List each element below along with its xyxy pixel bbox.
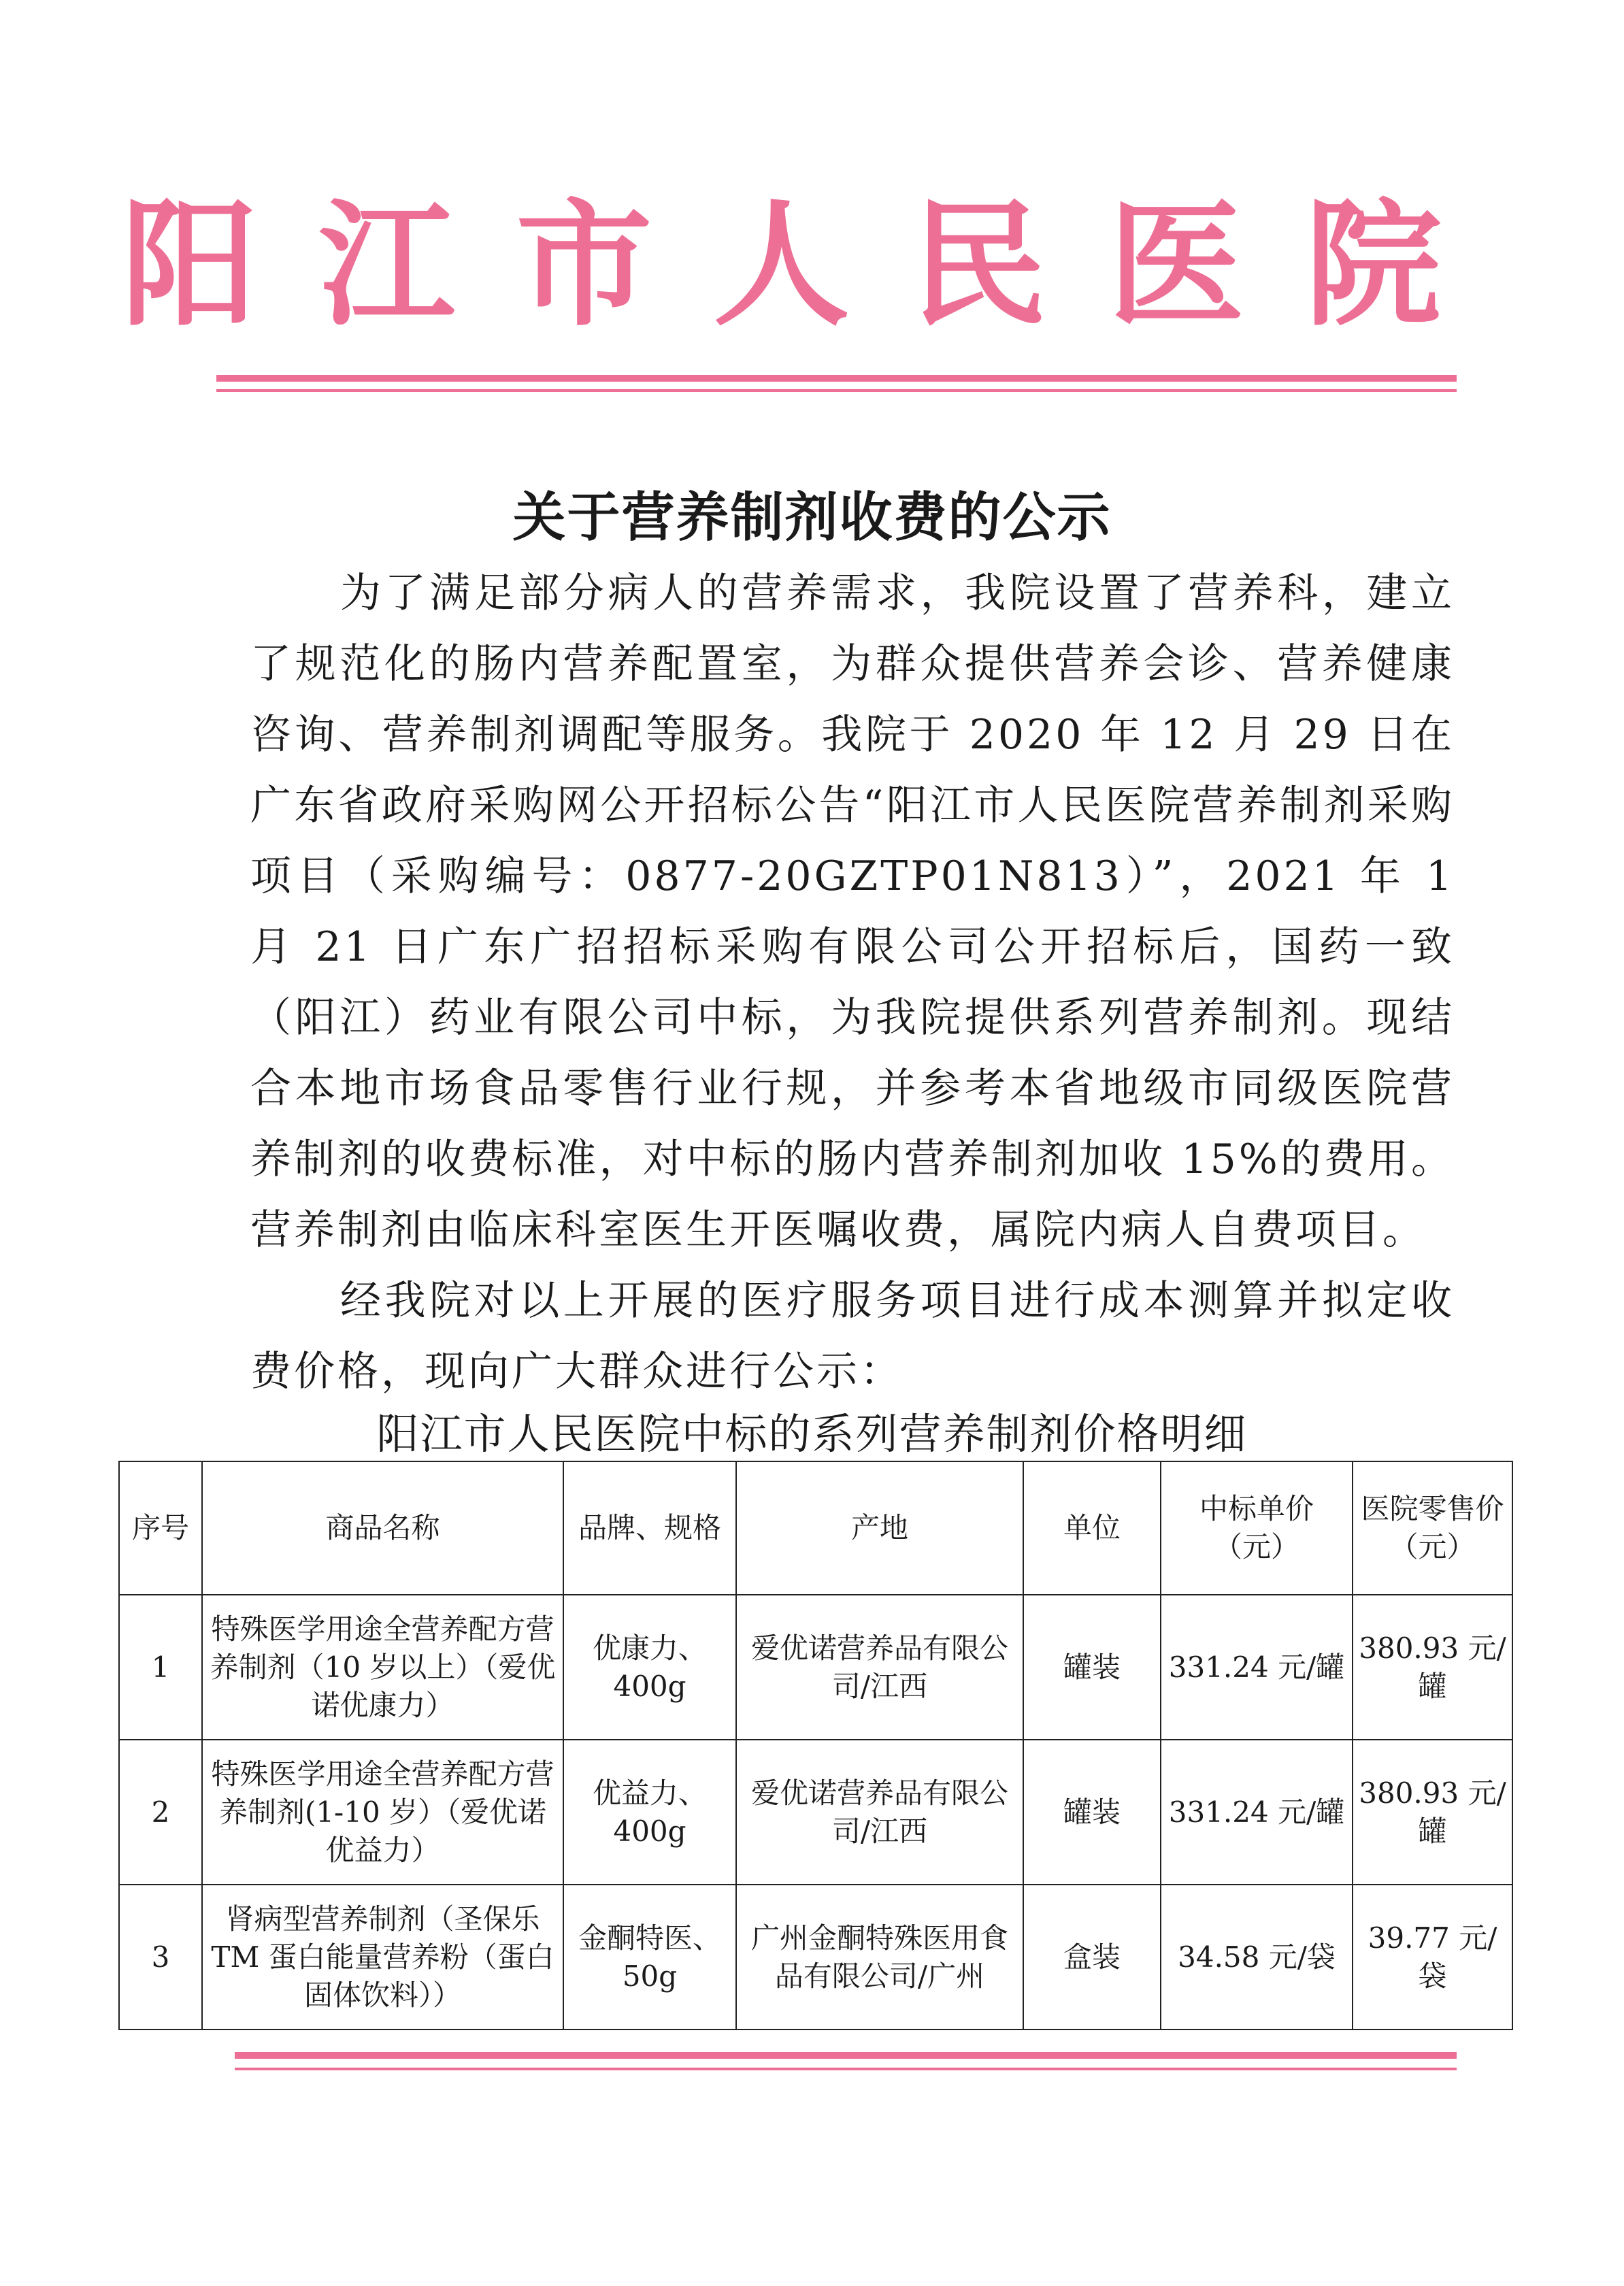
document-title: 关于营养制剂收费的公示: [512, 486, 1112, 548]
cell-origin: 爱优诺营养品有限公司/江西: [736, 1740, 1023, 1885]
top-rule-thin: [216, 389, 1457, 392]
cell-retail-price: 380.93 元/罐: [1353, 1740, 1512, 1885]
cell-name: 特殊医学用途全营养配方营养制剂(1-10 岁）（爱优诺优益力）: [202, 1740, 563, 1885]
cell-name: 特殊医学用途全营养配方营养制剂（10 岁以上）（爱优诺优康力）: [202, 1595, 563, 1740]
header-brand: 品牌、规格: [563, 1461, 736, 1595]
cell-name: 肾病型营养制剂（圣保乐 TM 蛋白能量营养粉（蛋白固体饮料））: [202, 1885, 563, 2030]
header-origin: 产地: [736, 1461, 1023, 1595]
bottom-rule-thin: [235, 2068, 1457, 2070]
top-rule-thick: [216, 375, 1457, 382]
header-name: 商品名称: [202, 1461, 563, 1595]
table-header-row: [119, 1461, 1512, 1595]
body-paragraph-2: 经我院对以上开展的医疗服务项目进行成本测算并拟定收费价格，现向广大群众进行公示：: [250, 1277, 1455, 1395]
cell-brand: 金酮特医、50g: [563, 1885, 736, 2030]
cell-no: 3: [119, 1885, 202, 2030]
table-row: [119, 1885, 1512, 2030]
cell-origin: 广州金酮特殊医用食品有限公司/广州: [736, 1885, 1023, 2030]
cell-unit: 盒装: [1023, 1885, 1161, 2030]
cell-no: 1: [119, 1595, 202, 1740]
header-bid-price: 中标单价（元）: [1161, 1461, 1353, 1595]
cell-bid-price: 331.24 元/罐: [1161, 1595, 1353, 1740]
header-no: 序号: [119, 1461, 202, 1595]
cell-origin: 爱优诺营养品有限公司/江西: [736, 1595, 1023, 1740]
header-unit: 单位: [1023, 1461, 1161, 1595]
letterhead: 阳江市人民医院: [121, 185, 1503, 345]
cell-unit: 罐装: [1023, 1740, 1161, 1885]
cell-retail-price: 39.77 元/袋: [1353, 1885, 1512, 2030]
table-row: [119, 1595, 1512, 1740]
cell-bid-price: 331.24 元/罐: [1161, 1740, 1353, 1885]
cell-unit: 罐装: [1023, 1595, 1161, 1740]
table-title: 阳江市人民医院中标的系列营养制剂价格明细: [376, 1409, 1248, 1459]
table-row: [119, 1740, 1512, 1885]
cell-bid-price: 34.58 元/袋: [1161, 1885, 1353, 2030]
cell-retail-price: 380.93 元/罐: [1353, 1595, 1512, 1740]
body-paragraph-1: 为了满足部分病人的营养需求，我院设置了营养科，建立了规范化的肠内营养配置室，为群众提供营养会诊、营养健康咨询、营养制剂调配等服务。我院于 2020 年 12 月 29 日在广东省政府采购网公开招标公告“阳江市人民医院营养制剂采购项目（采购编号：0877-20GZTP01N813）”，2021 年 1 月 21 日广东广招招标采购有限公司公开招标后，国药一致（阳江）药业有限公司中标，为我院提供系列营养制剂。现结合本地市场食品零售行业行规，并参考本省地级市同级医院营养制剂的收费标准，对中标的肠内营养制剂加收 15%的费用。营养制剂由临床科室医生开医嘱收费，属院内病人自费项目。: [250, 569, 1455, 1254]
cell-brand: 优益力、400g: [563, 1740, 736, 1885]
bottom-rule-thick: [235, 2052, 1457, 2059]
header-retail-price: 医院零售价（元）: [1353, 1461, 1512, 1595]
cell-brand: 优康力、400g: [563, 1595, 736, 1740]
price-table: [118, 1461, 1513, 2030]
cell-no: 2: [119, 1740, 202, 1885]
